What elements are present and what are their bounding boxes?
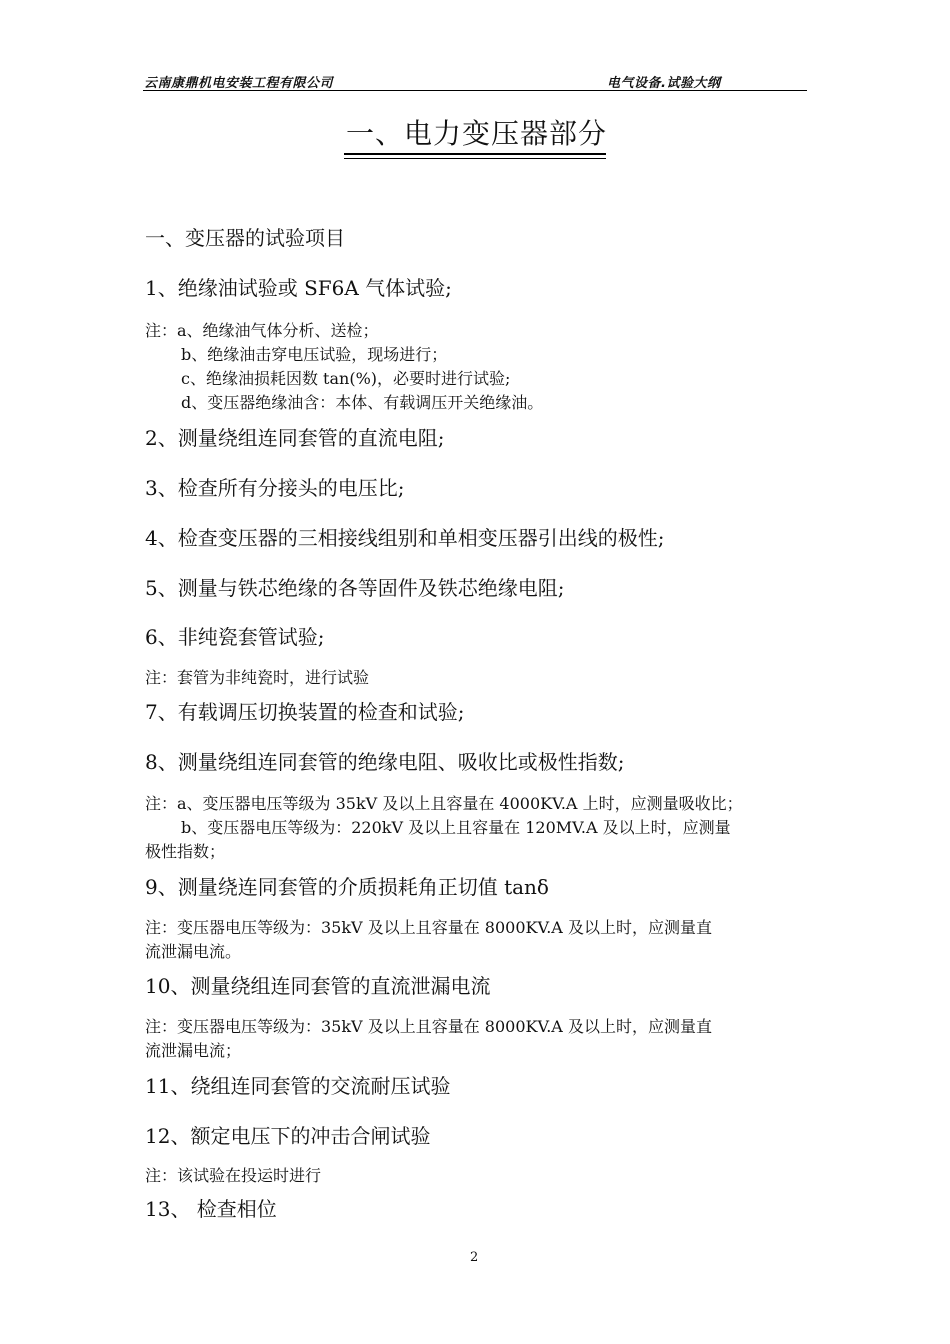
test-item-5: 5、测量与铁芯绝缘的各等固件及铁芯绝缘电阻;	[145, 576, 565, 600]
test-item-2: 2、测量绕组连同套管的直流电阻;	[145, 426, 445, 450]
note-8a: 注：a、变压器电压等级为 35kV 及以上且容量在 4000KV.A 上时，应测量吸收比；	[145, 794, 743, 813]
note-10-continued: 流泄漏电流；	[145, 1041, 242, 1060]
test-item-12: 12、额定电压下的冲击合闸试验	[145, 1124, 431, 1148]
note-1a: 注：a、绝缘油气体分析、送检；	[145, 321, 379, 340]
test-item-10: 10、测量绕组连同套管的直流泄漏电流	[145, 974, 491, 998]
header-company: 云南康鼎机电安装工程有限公司	[144, 76, 334, 91]
section-heading: 一、变压器的试验项目	[145, 226, 345, 250]
test-item-11: 11、绕组连同套管的交流耐压试验	[145, 1074, 451, 1098]
test-item-1: 1、绝缘油试验或 SF6A 气体试验;	[145, 276, 452, 300]
test-item-9: 9、测量绕连同套管的介质损耗角正切值 tanδ	[145, 875, 549, 899]
note-1d: d、变压器绝缘油含：本体、有载调压开关绝缘油。	[181, 393, 544, 412]
test-item-13: 13、 检查相位	[145, 1197, 277, 1221]
test-item-6: 6、非纯瓷套管试验;	[145, 625, 325, 649]
note-1b: b、绝缘油击穿电压试验，现场进行；	[181, 345, 448, 364]
title-underline	[344, 153, 606, 155]
note-12: 注：该试验在投运时进行	[145, 1166, 322, 1185]
note-1c: c、绝缘油损耗因数 tan(%)，必要时进行试验;	[181, 369, 511, 388]
note-9-continued: 流泄漏电流。	[145, 942, 242, 961]
page-number: 2	[470, 1250, 479, 1265]
note-8b: b、变压器电压等级为：220kV 及以上且容量在 120MV.A 及以上时，应测量	[181, 818, 731, 837]
test-item-4: 4、检查变压器的三相接线组别和单相变压器引出线的极性;	[145, 526, 665, 550]
title-underline-thin	[344, 158, 606, 159]
note-8b-continued: 极性指数；	[145, 842, 226, 861]
test-item-3: 3、检查所有分接头的电压比;	[145, 476, 405, 500]
note-9: 注：变压器电压等级为：35kV 及以上且容量在 8000KV.A 及以上时，应测量直	[145, 918, 712, 937]
test-item-7: 7、有载调压切换装置的检查和试验;	[145, 700, 465, 724]
test-item-8: 8、测量绕组连同套管的绝缘电阻、吸收比或极性指数;	[145, 750, 625, 774]
note-10: 注：变压器电压等级为：35kV 及以上且容量在 8000KV.A 及以上时，应测量直	[145, 1017, 712, 1036]
note-6: 注：套管为非纯瓷时，进行试验	[145, 668, 370, 687]
section-title: 一、电力变压器部分	[346, 117, 608, 150]
header-document-title: 电气设备.试验大纲	[607, 76, 721, 91]
header-rule	[143, 90, 807, 91]
